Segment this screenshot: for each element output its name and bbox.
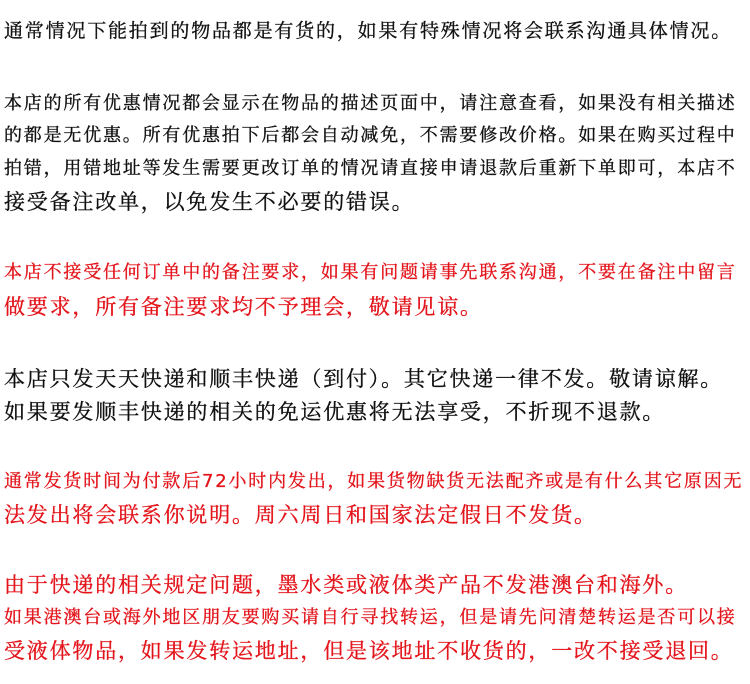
notice-line-liquid-1: 由于快递的相关规定问题，墨水类或液体类产品不发港澳台和海外。 bbox=[4, 573, 688, 597]
notice-line-courier-1: 本店只发天天快递和顺丰快递（到付）。其它快递一律不发。敬请谅解。 bbox=[4, 367, 724, 391]
notice-line-shipping-1: 通常发货时间为付款后72小时内发出，如果货物缺货无法配齐或是有什么其它原因无 bbox=[4, 471, 744, 492]
notice-line-courier-2: 如果要发顺丰快递的相关的免运优惠将无法享受，不折现不退款。 bbox=[4, 400, 666, 424]
notice-line-discount-3: 拍错，用错地址等发生需要更改订单的情况请直接申请退款后重新下单即可，本店不 bbox=[4, 158, 737, 179]
notice-line-discount-1: 本店的所有优惠情况都会显示在物品的描述页面中，请注意查看，如果没有相关描述 bbox=[4, 93, 737, 114]
notice-line-discount-2: 的都是无优惠。所有优惠拍下后都会自动减免，不需要修改价格。如果在购买过程中 bbox=[4, 125, 737, 146]
notice-line-stock: 通常情况下能拍到的物品都是有货的，如果有特殊情况将会联系沟通具体情况。 bbox=[4, 20, 733, 42]
notice-line-discount-4: 接受备注改单，以免发生不必要的错误。 bbox=[4, 190, 415, 214]
notice-line-remarks-1: 本店不接受任何订单中的备注要求，如果有问题请事先联系沟通，不要在备注中留言 bbox=[4, 262, 737, 283]
notice-line-shipping-2: 法发出将会联系你说明。周六周日和国家法定假日不发货。 bbox=[4, 503, 597, 527]
notice-line-liquid-2: 如果港澳台或海外地区朋友要购买请自行寻找转运，但是请先问清楚转运是否可以接 bbox=[4, 607, 737, 628]
notice-line-liquid-3: 受液体物品，如果发转运地址，但是该地址不收货的，一改不接受退回。 bbox=[4, 639, 734, 663]
notice-line-remarks-2: 做要求，所有备注要求均不予理会，敬请见谅。 bbox=[4, 295, 483, 319]
